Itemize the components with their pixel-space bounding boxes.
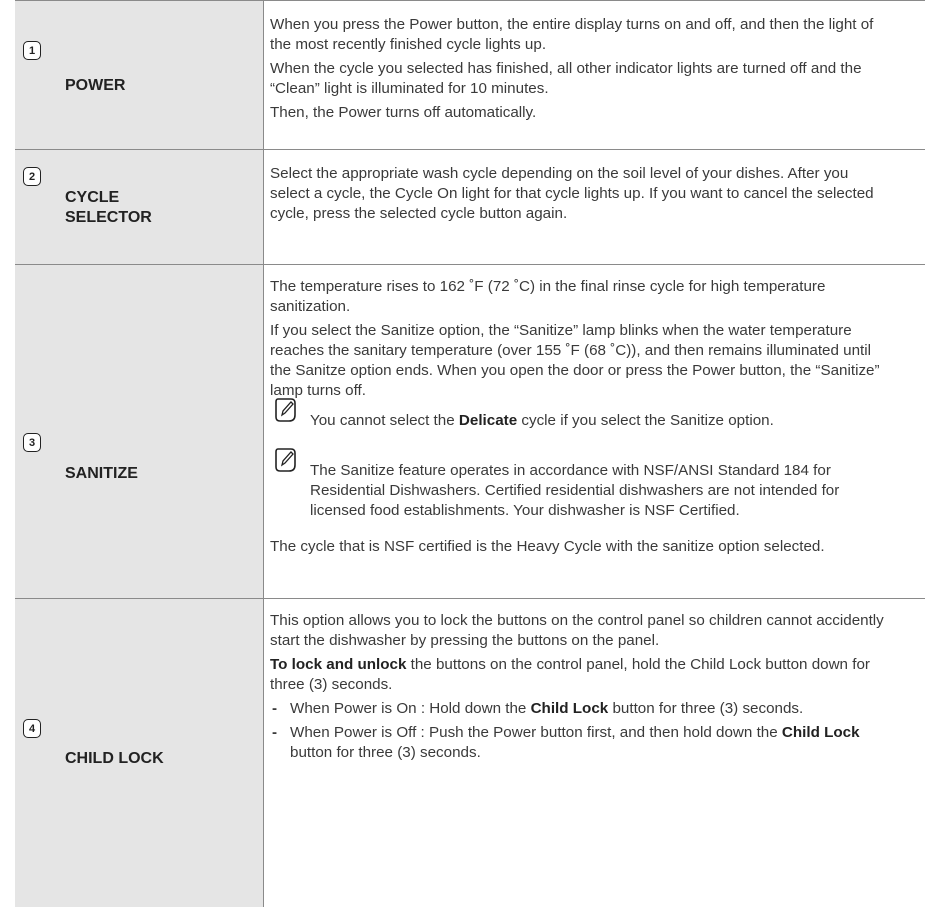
list-item-text: button for three (3) seconds. (290, 744, 481, 761)
dash-bullet: - (272, 700, 278, 717)
paragraph: When the cycle you selected has finished, all other indicator lights are turned off and the “Clean” light is illuminated for 10 minutes. (270, 60, 862, 97)
emphasis: Child Lock (530, 700, 609, 717)
paragraph: The temperature rises to 162 ˚F (72 ˚C) in the final rinse cycle for high temperature sanitization. (270, 278, 826, 315)
list-item (270, 699, 885, 719)
emphasis: To lock and unlock (270, 656, 407, 673)
row-label: POWER (65, 77, 126, 94)
note-emphasis: Delicate (458, 412, 518, 429)
row-description (270, 611, 885, 763)
row-label: CHILD LOCK (65, 750, 164, 767)
note-text: You cannot select the (310, 412, 459, 429)
note-icon (274, 447, 298, 473)
row-description (270, 277, 885, 557)
dash-bullet: - (272, 724, 278, 741)
label-cell (15, 150, 263, 264)
row-label-line: SELECTOR (65, 209, 152, 226)
paragraph-text: the buttons on the control panel, hold the Child Lock button down for three (3) seconds. (270, 656, 870, 693)
list-item-text: button for three (3) seconds. (608, 700, 804, 717)
paragraph: When you press the Power button, the entire display turns on and off, and then the light of the most recently finished cycle lights up. (270, 16, 874, 53)
row-number-badge: 4 (23, 719, 41, 738)
row-number-badge: 3 (23, 433, 41, 452)
row-description (270, 15, 885, 123)
label-cell (15, 599, 263, 907)
row-number-badge: 2 (23, 167, 41, 186)
note (270, 411, 885, 431)
note-icon (274, 397, 298, 423)
paragraph (270, 655, 885, 695)
paragraph: This option allows you to lock the buttons on the control panel so children cannot accidently start the dishwasher by pressing the buttons on the panel. (270, 612, 884, 649)
label-cell (15, 1, 263, 149)
paragraph: Select the appropriate wash cycle depending on the soil level of your dishes. After you select a cycle, the Cycle On light for that cycle lights up. If you want to cancel the selected cycle, press the selected cycle button again. (270, 165, 874, 222)
row-label-line: CYCLE (65, 189, 120, 206)
label-cell (15, 265, 263, 598)
column-divider (263, 0, 264, 907)
note-text: cycle if you select the Sanitize option. (517, 412, 774, 429)
note (270, 461, 885, 521)
paragraph: The cycle that is NSF certified is the Heavy Cycle with the sanitize option selected. (270, 538, 825, 555)
row-label (65, 188, 152, 228)
emphasis: Child Lock (781, 724, 860, 741)
paragraph: Then, the Power turns off automatically. (270, 104, 537, 121)
paragraph: If you select the Sanitize option, the “Sanitize” lamp blinks when the water temperature reaches the sanitary temperature (over 155 ˚F (68 ˚C)), and then remains illuminated until the Sanitze option ends. When you open the door or press the Power button, the “Sanitize” lamp turns off. (270, 322, 880, 399)
note-text: The Sanitize feature operates in accordance with NSF/ANSI Standard 184 for Residential Dishwashers. Certified residential dishwashers are not intended for licensed food establishments. Your dishwasher is NSF Certified. (310, 462, 840, 519)
list-item-text: When Power is On : Hold down the (290, 700, 531, 717)
list-item-text: When Power is Off : Push the Power button first, and then hold down the (290, 724, 782, 741)
row-number-badge: 1 (23, 41, 41, 60)
list-item (270, 723, 885, 763)
row-label: SANITIZE (65, 465, 138, 482)
row-description (270, 164, 885, 224)
